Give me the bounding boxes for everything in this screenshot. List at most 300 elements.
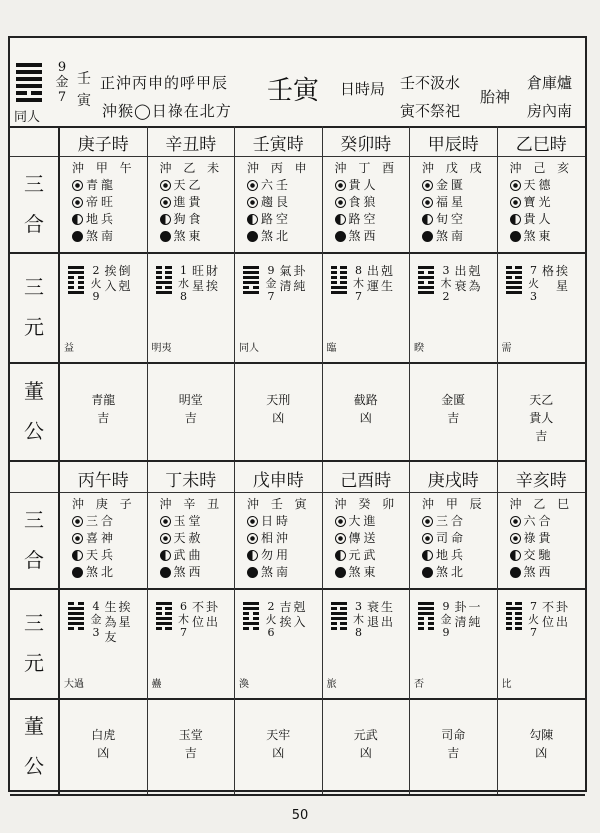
- block2-dg-cell: [498, 698, 586, 794]
- donggong-text: [410, 726, 497, 762]
- half-circle-icon: [247, 550, 258, 561]
- block1-dg-cell: [410, 362, 498, 460]
- donggong-text: [498, 391, 586, 445]
- sanyuan-number-part: 火: [90, 277, 102, 290]
- sanhe-entry: [72, 228, 136, 245]
- sanhe-text: 煞東: [523, 229, 554, 243]
- row-label-donggong: [10, 362, 60, 460]
- row-label-char: 元: [24, 651, 44, 675]
- chong-line: 沖 癸 卯: [334, 497, 399, 511]
- donggong-line: 天乙: [529, 393, 554, 407]
- sanyuan-number-part: 7: [530, 626, 537, 639]
- block2-dg-row: [10, 698, 585, 796]
- chong-line: 沖 辛 丑: [159, 497, 224, 511]
- block1-sh-cell: [323, 156, 411, 252]
- sanhe-text: 煞南: [261, 565, 292, 579]
- donggong-line: 凶: [359, 746, 372, 760]
- sanhe-entry: [335, 177, 399, 194]
- sanyuan-number: [90, 600, 102, 639]
- sanhe-entry: [510, 530, 574, 547]
- block2-sh-cell: [148, 492, 236, 588]
- donggong-line: 吉: [184, 746, 197, 760]
- block1-dg-cell: [148, 362, 236, 460]
- sanhe-text: 玉堂: [173, 514, 204, 528]
- sanhe-text: 三合: [436, 514, 467, 528]
- sanhe-entry: [510, 564, 574, 581]
- sanyuan-number-part: 7: [355, 290, 362, 303]
- filled-circle-icon: [422, 567, 433, 578]
- block2-sy-row: [10, 588, 585, 700]
- ring-circle-icon: [335, 180, 346, 191]
- sanhe-text: 天德: [523, 178, 554, 192]
- taishen-line-2: 房內南: [527, 102, 573, 120]
- hexagram-name: 睽: [414, 343, 424, 354]
- row-label-char: 合: [24, 548, 44, 572]
- block1-sh-cell: [60, 156, 148, 252]
- trigram-icon: [16, 60, 42, 105]
- hexagram-name: 同人: [239, 343, 259, 354]
- sanhe-entry: [160, 564, 224, 581]
- chong-line: 沖 丁 酉: [334, 161, 399, 175]
- ring-circle-icon: [510, 197, 521, 208]
- block1-dg-cell: [323, 362, 411, 460]
- donggong-line: 元武: [353, 728, 378, 742]
- sanyuan-text-2: 挨 入: [104, 264, 117, 293]
- sanhe-entry: [335, 564, 399, 581]
- sanyuan-text-1: 生 出: [380, 600, 393, 629]
- block2-sy-cell: [148, 588, 236, 698]
- sanhe-text: 福星: [436, 195, 467, 209]
- sanyuan-number-part: 3: [530, 290, 537, 303]
- sanhe-entry: [72, 211, 136, 228]
- hexagram-icon: [506, 600, 522, 632]
- sanhe-text: 進貴: [173, 195, 204, 209]
- block1-sy-cell: [235, 252, 323, 362]
- sanyuan-number-part: 7: [530, 264, 537, 277]
- sanhe-text: 相沖: [261, 531, 292, 545]
- ring-circle-icon: [510, 516, 521, 527]
- sanhe-text: 煞西: [348, 229, 379, 243]
- block1-sy-cell: [60, 252, 148, 362]
- sanhe-text: 煞北: [261, 229, 292, 243]
- block1-hour-cell: [235, 126, 323, 156]
- day-ju: 日時局: [340, 80, 386, 98]
- donggong-line: 天刑: [266, 393, 291, 407]
- sanhe-text: 食狼: [348, 195, 379, 209]
- block2-sh-cell: [323, 492, 411, 588]
- sanhe-entry: [335, 513, 399, 530]
- filled-circle-icon: [422, 231, 433, 242]
- chong-line: 沖 乙 巳: [509, 497, 574, 511]
- donggong-line: 凶: [272, 746, 285, 760]
- block1-dg-row: [10, 362, 585, 462]
- row-label-char: 董: [24, 379, 44, 403]
- sanhe-text: 地兵: [86, 212, 117, 226]
- hexagram-name: 渙: [239, 679, 249, 690]
- block1-hour-cell: [323, 126, 411, 156]
- donggong-text: [60, 726, 147, 762]
- sanhe-entry: [335, 530, 399, 547]
- sanhe-text: 喜神: [86, 531, 117, 545]
- block1-sy-cell: [148, 252, 236, 362]
- block1-dg-cell: [60, 362, 148, 460]
- page-number: 50: [291, 808, 309, 823]
- sanyuan-number-part: 金: [90, 613, 102, 626]
- donggong-line: 勾陳: [529, 728, 554, 742]
- sanhe-entry: [335, 547, 399, 564]
- sanyuan-number: [265, 600, 277, 639]
- sanhe-text: 煞東: [348, 565, 379, 579]
- ring-circle-icon: [422, 180, 433, 191]
- sanhe-entry: [160, 530, 224, 547]
- header-line-1: 正沖丙申的呼甲辰: [100, 74, 229, 92]
- sanhe-entries: [335, 496, 399, 581]
- block2-hour-cell: [148, 462, 236, 492]
- row-label-char: 三: [24, 275, 44, 299]
- header-side-chars: 壬寅: [77, 71, 91, 109]
- sanhe-entries: [422, 496, 486, 581]
- sanhe-text: 三合: [86, 514, 117, 528]
- hexagram-icon: [243, 600, 259, 632]
- sanhe-entry: [247, 513, 311, 530]
- sanyuan-number: [528, 264, 540, 303]
- donggong-line: 司命: [441, 728, 466, 742]
- sanhe-text: 路空: [261, 212, 292, 226]
- sanhe-entry: [247, 194, 311, 211]
- donggong-line: 凶: [272, 411, 285, 425]
- sanyuan-number-part: 火: [528, 277, 539, 290]
- sanyuan-text-1: 剋 入: [293, 600, 306, 629]
- ring-circle-icon: [422, 516, 433, 527]
- sanyuan-number-part: 6: [267, 626, 275, 639]
- sanyuan-number-part: 9: [92, 290, 100, 303]
- block1-hour-cell: [410, 126, 498, 156]
- ring-circle-icon: [510, 533, 521, 544]
- donggong-line: 天牢: [266, 728, 291, 742]
- hour-label: 辛亥時: [515, 471, 567, 491]
- sanhe-entry: [510, 228, 574, 245]
- sanhe-text: 司命: [436, 531, 467, 545]
- sanyuan-number-part: 9: [442, 626, 450, 639]
- hexagram-name: 需: [501, 343, 512, 354]
- sanhe-entry: [422, 177, 486, 194]
- hexagram-name: 臨: [326, 343, 337, 354]
- sanyuan-number-part: 3: [92, 626, 100, 639]
- hexagram-icon: [506, 264, 522, 296]
- donggong-text: [148, 726, 235, 762]
- sanyuan-number-part: 9: [442, 600, 450, 613]
- hour-label: 庚戌時: [427, 471, 479, 491]
- ring-circle-icon: [247, 533, 258, 544]
- sanhe-text: 武曲: [173, 548, 204, 562]
- block2-sy-cell: [323, 588, 411, 698]
- block1-dg-cell: [498, 362, 586, 460]
- sanhe-entry: [335, 228, 399, 245]
- hexagram-name: 大過: [64, 679, 84, 690]
- sanyuan-number-part: 8: [180, 290, 187, 303]
- sanhe-entry: [422, 530, 486, 547]
- hexagram-name: 否: [414, 679, 424, 690]
- filled-circle-icon: [72, 567, 83, 578]
- donggong-text: [498, 726, 586, 762]
- half-circle-icon: [510, 214, 521, 225]
- block2-dg-cell: [323, 698, 411, 794]
- row-label-char: 三: [24, 611, 44, 635]
- sanyuan-text-2: 吉 挨: [279, 600, 292, 629]
- donggong-line: 青龍: [91, 393, 116, 407]
- sanyuan-text-2: 卦 清: [454, 600, 467, 629]
- sanyuan-text-1: 剋 生: [380, 264, 393, 293]
- sanyuan-text-2: 不 位: [191, 600, 204, 629]
- sanyuan-text-2: 生 為 友: [104, 600, 117, 644]
- block1-dg-cell: [235, 362, 323, 460]
- block2-dg-cell: [148, 698, 236, 794]
- half-circle-icon: [72, 550, 83, 561]
- sanhe-entry: [72, 564, 136, 581]
- ring-circle-icon: [247, 516, 258, 527]
- block2-sy-cell: [235, 588, 323, 698]
- block2-sy-cell: [498, 588, 586, 698]
- half-circle-icon: [422, 550, 433, 561]
- row-label-sanyuan: [10, 252, 60, 362]
- sanhe-entries: [72, 496, 136, 581]
- sanhe-entry: [247, 228, 311, 245]
- row-label-char: 三: [24, 508, 44, 532]
- sanyuan-number-part: 8: [355, 264, 362, 277]
- row-label-char: 公: [24, 419, 44, 443]
- page-header: [10, 38, 585, 128]
- almanac-page: [8, 36, 587, 792]
- sanyuan-number-part: 4: [92, 600, 100, 613]
- sanhe-text: 祿貴: [523, 531, 554, 545]
- block2-sh-cell: [235, 492, 323, 588]
- sanhe-entry: [72, 513, 136, 530]
- sanyuan-text-2: 格: [541, 264, 554, 278]
- block1-sh-cell: [498, 156, 586, 252]
- donggong-line: 吉: [535, 429, 548, 443]
- block2-sy-cell: [410, 588, 498, 698]
- block2-hour-row: [10, 462, 585, 493]
- hour-label: 乙巳時: [515, 135, 567, 155]
- sanhe-entry: [510, 513, 574, 530]
- sanhe-entry: [335, 211, 399, 228]
- sanyuan-text-2: 出 衰: [454, 264, 467, 293]
- sanhe-text: 煞北: [86, 565, 117, 579]
- donggong-line: 吉: [447, 411, 460, 425]
- sanyuan-text-1: 剋 為: [468, 264, 481, 293]
- ring-circle-icon: [335, 516, 346, 527]
- sanhe-entries: [160, 496, 224, 581]
- sanyuan-number: [265, 264, 277, 303]
- donggong-text: [323, 726, 410, 762]
- half-circle-icon: [247, 214, 258, 225]
- sanyuan-text-1: 一 純: [468, 600, 481, 629]
- chong-line: 沖 庚 子: [72, 497, 136, 511]
- block2-hour-cell: [498, 462, 586, 492]
- filled-circle-icon: [160, 567, 171, 578]
- row-label-sanhe: [10, 156, 60, 252]
- row-label-donggong: [10, 698, 60, 794]
- hour-label: 癸卯時: [340, 135, 392, 155]
- sanhe-entries: [247, 496, 311, 581]
- hexagram-icon: [156, 600, 172, 632]
- row-label-blank: [10, 126, 60, 156]
- sanhe-entry: [160, 513, 224, 530]
- sanyuan-number-part: 3: [355, 600, 362, 613]
- sanhe-entries: [510, 160, 574, 245]
- chong-line: 沖 甲 午: [72, 161, 136, 175]
- filled-circle-icon: [335, 231, 346, 242]
- row-label-char: 元: [24, 315, 44, 339]
- row-label-char: 三: [24, 172, 44, 196]
- sanhe-entry: [160, 177, 224, 194]
- header-number: 9 金 7: [55, 60, 69, 105]
- hexagram-icon: [331, 600, 347, 632]
- sanhe-entry: [160, 211, 224, 228]
- donggong-line: 明堂: [178, 393, 203, 407]
- block1-sy-cell: [323, 252, 411, 362]
- taishen-label: 胎神: [480, 88, 511, 106]
- block1-sy-cell: [498, 252, 586, 362]
- sanhe-text: 路空: [348, 212, 379, 226]
- sanhe-text: 煞西: [173, 565, 204, 579]
- chong-line: 沖 丙 申: [247, 161, 311, 175]
- sanyuan-number-part: 金: [440, 613, 452, 626]
- chong-line: 沖 戊 戌: [422, 161, 486, 175]
- sanhe-text: 大進: [348, 514, 379, 528]
- donggong-line: 吉: [97, 411, 110, 425]
- block2-hour-cell: [235, 462, 323, 492]
- block2-hour-cell: [410, 462, 498, 492]
- sanyuan-number: [178, 600, 190, 639]
- ring-circle-icon: [335, 533, 346, 544]
- hexagram-name: 蠱: [151, 679, 162, 690]
- sanhe-text: 日時: [261, 514, 292, 528]
- ring-circle-icon: [160, 197, 171, 208]
- sanhe-text: 青龍: [86, 178, 117, 192]
- ring-circle-icon: [72, 533, 83, 544]
- hour-label: 辛丑時: [165, 135, 217, 155]
- sanhe-entries: [247, 160, 311, 245]
- half-circle-icon: [160, 214, 171, 225]
- donggong-line: 吉: [184, 411, 197, 425]
- block1-hour-cell: [148, 126, 236, 156]
- sanhe-text: 帝旺: [86, 195, 117, 209]
- sanyuan-number-part: 1: [180, 264, 187, 277]
- filled-circle-icon: [247, 231, 258, 242]
- sanyuan-number: [440, 600, 452, 639]
- sanhe-entry: [422, 194, 486, 211]
- header-right-1: 壬不汲水: [400, 74, 461, 92]
- header-right-2: 寅不祭祀: [400, 102, 461, 120]
- sanyuan-text-1: 挨 星: [118, 600, 131, 629]
- chong-line: 沖 甲 辰: [422, 497, 486, 511]
- sanyuan-number: [178, 264, 190, 303]
- sanhe-entry: [422, 513, 486, 530]
- hexagram-name: 益: [64, 343, 74, 354]
- row-label-sanyuan: [10, 588, 60, 698]
- hour-label: 戊申時: [252, 471, 304, 491]
- hour-label: 丙午時: [77, 471, 129, 491]
- sanyuan-number-part: 木: [178, 613, 189, 626]
- sanhe-text: 趨艮: [261, 195, 292, 209]
- sanhe-text: 煞北: [436, 565, 467, 579]
- sanyuan-text-1: 卦 出: [205, 600, 218, 629]
- ring-circle-icon: [72, 197, 83, 208]
- block1-sy-cell: [410, 252, 498, 362]
- sanhe-entry: [422, 564, 486, 581]
- sanyuan-text-2: 氣 清: [279, 264, 292, 293]
- block2-sy-cell: [60, 588, 148, 698]
- sanhe-entries: [72, 160, 136, 245]
- sanhe-entry: [72, 194, 136, 211]
- sanhe-entry: [247, 177, 311, 194]
- half-circle-icon: [160, 550, 171, 561]
- ring-circle-icon: [510, 180, 521, 191]
- sanhe-text: 元武: [348, 548, 379, 562]
- hexagram-icon: [68, 600, 84, 632]
- sanyuan-text-2: 旺 星: [191, 264, 204, 293]
- sanhe-entry: [510, 177, 574, 194]
- sanyuan-number-part: 水: [178, 277, 189, 290]
- sanyuan-text-1: 卦 出: [555, 600, 568, 629]
- sanhe-entry: [72, 530, 136, 547]
- sanyuan-number-part: 6: [180, 600, 187, 613]
- sanhe-entry: [510, 194, 574, 211]
- hexagram-icon: [331, 264, 347, 296]
- hexagram-name: 比: [501, 679, 512, 690]
- filled-circle-icon: [335, 567, 346, 578]
- sanhe-text: 交馳: [523, 548, 554, 562]
- sanhe-entry: [510, 547, 574, 564]
- sanyuan-number-part: 3: [442, 264, 450, 277]
- ring-circle-icon: [247, 197, 258, 208]
- header-hex-name: 同人: [14, 110, 41, 125]
- sanyuan-text-1: 卦 純: [293, 264, 306, 293]
- sanyuan-text-1: 倒 剋: [118, 264, 131, 293]
- row-label-sanhe: [10, 492, 60, 588]
- sanhe-entries: [422, 160, 486, 245]
- block1-sh-cell: [410, 156, 498, 252]
- sanhe-entry: [160, 228, 224, 245]
- sanhe-text: 煞南: [86, 229, 117, 243]
- sanyuan-number-part: 7: [267, 290, 275, 303]
- sanhe-entry: [335, 194, 399, 211]
- filled-circle-icon: [72, 231, 83, 242]
- sanhe-text: 煞東: [173, 229, 204, 243]
- sanhe-entry: [422, 228, 486, 245]
- chong-line: 沖 壬 寅: [247, 497, 311, 511]
- filled-circle-icon: [510, 567, 521, 578]
- block2-sh-cell: [60, 492, 148, 588]
- sanyuan-number-part: 8: [355, 626, 362, 639]
- block1-hour-row: [10, 126, 585, 157]
- sanhe-text: 天兵: [86, 548, 117, 562]
- sanyuan-number-part: 2: [92, 264, 100, 277]
- sanyuan-number-part: 7: [530, 600, 537, 613]
- chong-line: 沖 乙 未: [159, 161, 224, 175]
- sanhe-entry: [160, 547, 224, 564]
- header-line-2: 沖猴◯日祿在北方: [102, 102, 232, 120]
- sanyuan-number-part: 火: [528, 613, 539, 626]
- half-circle-icon: [335, 550, 346, 561]
- donggong-text: [235, 726, 322, 762]
- block2-hour-cell: [323, 462, 411, 492]
- sanhe-text: 傳送: [348, 531, 379, 545]
- sanhe-text: 勿用: [261, 548, 292, 562]
- block1-hour-cell: [498, 126, 586, 156]
- hexagram-icon: [418, 264, 434, 296]
